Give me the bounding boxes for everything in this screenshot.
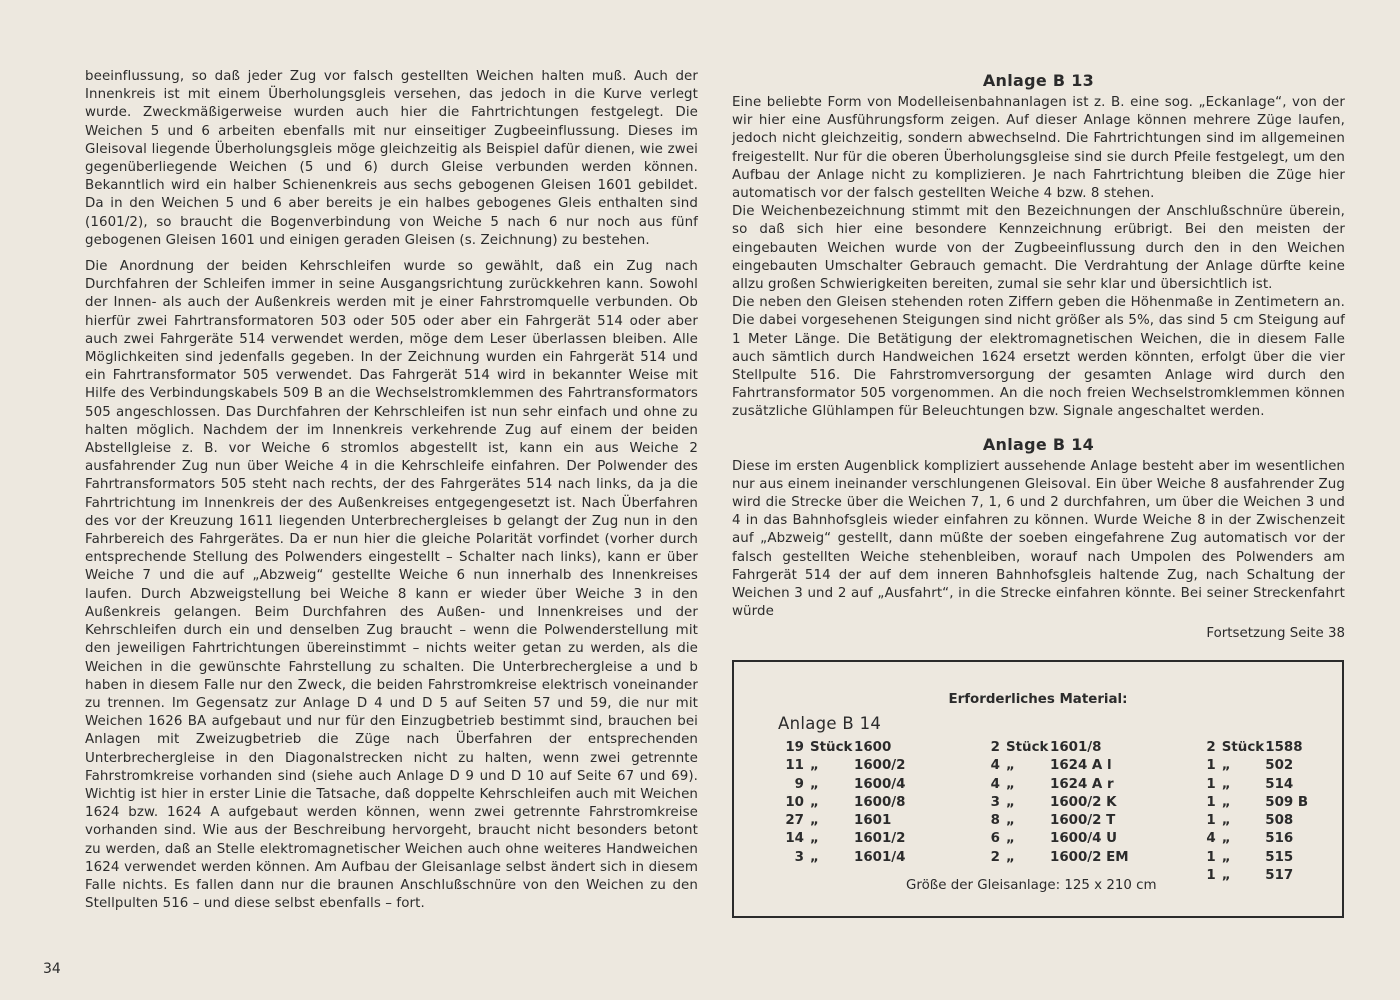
material-count: 3 [794,849,804,865]
material-unit: „ [810,831,819,847]
right-column [732,68,1345,643]
material-unit: Stück [1006,740,1049,755]
material-part: 517 [1265,868,1294,884]
material-unit: „ [1221,849,1231,865]
material-part: 1600/4 [854,776,906,792]
material-count: 4 [990,776,1000,792]
material-row [1193,830,1342,848]
material-row [1193,757,1342,775]
material-part: 1600/2 T [1050,813,1116,829]
body-paragraph: Diese im ersten Augenblick kompliziert aussehende Anlage besteht aber im wesentlichen nur aus einem ineinander verschlungenen Gleisoval. Ein über Weiche 8 ausfahrender Zug wird die Strecke über die Weichen 7, 1, 6 und 2 durchfahren, um über die Weichen 3 und 4 in das Bahnhofsgleis wieder einfahren zu können. Wurde Weiche 8 in der Zwischenzeit auf „Abzweig“ gestellt, dann müßte der soeben eingefahrene Zug automatisch vor der falsch gestellten Weiche stehenbleiben, worauf nach Umpolen des Polwenders am Fahrgerät 514 der auf dem inneren Bahnhofsgleis haltende Zug, nach Schaltung der Weichen 3 und 2 auf „Ausfahrt“, in die Strecke einfahren könnte. Bei seiner Streckenfahrt würde [732,458,1345,620]
material-row [1193,867,1342,885]
material-part: 1600/2 [854,758,906,774]
material-part: 1600/2 EM [1050,849,1129,865]
section-heading-b14: Anlage B 14 [982,434,1095,454]
material-unit: „ [1221,758,1231,774]
material-table-3 [1193,739,1342,885]
material-unit: „ [1006,849,1015,865]
material-part: 1624 A l [1050,758,1112,774]
material-row [972,830,1140,848]
material-unit: „ [1006,813,1015,829]
material-row [776,830,944,848]
material-table-2 [972,739,1140,867]
material-row [972,812,1140,830]
material-unit: „ [810,794,819,810]
material-row [776,849,944,867]
material-part: 1588 [1265,740,1303,755]
material-subtitle: Anlage B 14 [778,714,882,733]
material-part: 1600 [854,740,892,755]
material-part: 1601/8 [1050,740,1102,755]
material-row [776,757,944,775]
layout-size: Größe der Gleisanlage: 125 x 210 cm [906,878,1157,893]
material-count: 8 [990,813,1000,829]
material-unit: „ [1221,813,1231,829]
material-unit: „ [1221,831,1231,847]
material-part: 509 B [1265,794,1309,810]
material-unit: „ [1006,776,1015,792]
material-box [732,660,1344,918]
material-row [1193,849,1342,867]
material-row [1193,776,1342,794]
body-paragraph: Eine beliebte Form von Modelleisenbahnanlagen ist z. B. eine sog. „Eckanlage“, von der wir hier eine Ausführungsform zeigen. Auf dieser Anlage können mehrere Züge laufen, jedoch nicht gleichzeitig, sondern abwechselnd. Die Fahrtrichtungen sind im allgemeinen freigestellt. Nur für die oberen Überholungsgleise sind sie durch Pfeile festgelegt, um den Aufbau der Anlage nicht zu komplizieren. Je nach Fahrtrichtung bleiben die Züge hier automatisch vor der falsch gestellten Weiche 4 bzw. 8 stehen. [732,95,1345,202]
continuation-note: Fortsetzung Seite 38 [1206,626,1345,642]
material-part: 508 [1265,813,1294,829]
material-count: 1 [1206,849,1216,865]
material-part: 1624 A r [1050,776,1114,792]
material-count: 1 [1206,813,1216,829]
material-row [972,849,1140,867]
material-unit: „ [810,776,819,792]
material-table-1 [776,739,944,867]
material-row [1193,812,1342,830]
left-column [85,68,698,913]
material-count: 1 [1206,868,1216,884]
material-row [972,739,1140,757]
material-count: 1 [1206,758,1216,774]
material-part: 1601/2 [854,831,906,847]
material-unit: „ [1006,831,1015,847]
material-unit: „ [810,849,819,865]
material-count: 2 [990,849,1000,865]
material-part: 516 [1265,831,1294,847]
section-heading-b13: Anlage B 13 [982,71,1095,90]
body-paragraph: Die Anordnung der beiden Kehrschleifen wurde so gewählt, daß ein Zug nach Durchfahren der Schleifen immer in seine Ausgangsrichtung zurückkehren kann. Sowohl der Innen- als auch der Außenkreis werden mit je einer Fahrstromquelle verbunden. Ob hierfür zwei Fahrtransformatoren 503 oder 505 oder aber ein Fahrgerät 514 oder aber auch zwei Fahrgeräte 514 verwendet werden, möge dem Leser überlassen bleiben. Alle Möglichkeiten sind jedenfalls gegeben. In der Zeichnung wurden ein Fahrgerät 514 und ein Fahrtransformator 505 verwendet. Das Fahrgerät 514 wird in bekannter Weise mit Hilfe des Verbindungskabels 509 B an die Wechselstromklemmen des Fahrtransformators 505 angeschlossen. Das Durchfahren der Kehrschleifen ist nun sehr einfach und ohne zu halten möglich. Nachdem der im Innenkreis verkehrende Zug auf einem der beiden Abstellgleise z. B. vor Weiche 6 stromlos abgestellt ist, kann ein aus Weiche 2 ausfahrender Zug nun über Weiche 4 in die Kehrschleife einfahren. Der Polwender des Fahrtransformators 505 steht nach rechts, der des Fahrgerätes 514 nach links, da ja die Fahrtrichtung im Innenkreis der des Außenkreises entgegengesetzt ist. Nach Überfahren des vor der Kreuzung 1611 liegenden Unterbrechergleises b gelangt der Zug nun in den Fahrbereich des Fahrgerätes. Da er nun hier die gleiche Polarität vorfindet (vorher durch entsprechende Stellung des Polwenders eingestellt – Schalter nach links), kann er über Weiche 7 und die auf „Abzweig“ gestellte Weiche 6 nun innerhalb des Innenkreises laufen. Durch Abzweigstellung bei Weiche 8 kann er wieder über Weiche 3 in den Außenkreis gelangen. Beim Durchfahren des Außen- und Innenkreises und der Kehrschleifen durch ein und denselben Zug braucht – wenn die Polwenderstellung mit den jeweiligen Fahrtrichtungen übereinstimmt – nichts weiter getan zu werden, als die Weichen in die gewünschte Fahrstellung zu schalten. Die Unterbrechergleise a und b haben in diesem Falle nur den Zweck, die beiden Fahrstromkreise elektrisch voneinander zu trennen. Im Gegensatz zur Anlage D 4 und D 5 auf Seiten 57 und 59, die nur mit Weichen 1626 BA aufgebaut und nur für den Einzugbetrieb bestimmt sind, brauchen bei Anlagen mit Zweizugbetrieb die Züge nach Überfahren der entsprechenden Unterbrechergleise in den Diagonalstrecken nicht zu halten, wenn zwei getrennte Fahrstromkreise vorhanden sind (siehe auch Anlage D 9 und D 10 auf Seite 67 und 69). Wichtig ist hier in erster Linie die Tatsache, daß doppelte Kehrschleifen auch mit Weichen 1624 bzw. 1624 A aufgebaut werden können, wenn zwei getrennte Fahrstromkreise vorhanden sind. Wie aus der Beschreibung hervorgeht, braucht nicht besonders betont zu werden, daß an Stelle elektromagnetischer Weichen auch ohne weiteres Handweichen 1624 verwendet werden können. Am Aufbau der Gleisanlage selbst ändert sich in diesem Falle nichts. Es fallen dann nur die braunen Anschlußschnüre von den Weichen zu den Stellpulten 516 – und diese selbst ebenfalls – fort. [85,259,698,912]
body-paragraph: Die Weichenbezeichnung stimmt mit den Bezeichnungen der Anschlußschnüre überein, so daß sich hier eine besondere Kennzeichnung erübrigt. Bei den meisten der eingebauten Weichen wurde von der Zugbeeinflussung durch den in den Weichen eingebauten Umschalter Gebrauch gemacht. Die Verdrahtung der Anlage dürfte keine allzu großen Schwierigkeiten bereiten, zumal sie sehr klar und übersichtlich ist. [732,204,1345,293]
material-count: 9 [794,776,804,792]
material-count: 10 [785,794,804,810]
material-count: 11 [785,758,804,774]
material-count: 19 [785,740,804,755]
material-row [1193,739,1342,757]
material-part: 1601 [854,813,892,829]
material-count: 2 [1206,740,1216,755]
material-count: 1 [1206,776,1216,792]
material-unit: „ [810,813,819,829]
material-unit: „ [810,758,819,774]
material-count: 1 [1206,794,1216,810]
material-row [776,776,944,794]
material-row [1193,794,1342,812]
material-unit: „ [1221,868,1231,884]
material-row [776,739,944,757]
material-unit: „ [1221,776,1231,792]
material-part: 514 [1265,776,1294,792]
body-paragraph: Die neben den Gleisen stehenden roten Ziffern geben die Höhenmaße in Zentimetern an. Die dabei vorgesehenen Steigungen sind nicht größer als 5%, das sind 5 cm Steigung auf 1 Meter Länge. Die Betätigung der elektromagnetischen Weichen, die in diesem Falle auch sämtlich durch Handweichen 1624 ersetzt werden könnten, erfolgt über die vier Stellpulte 516. Die Fahrstromversorgung der gesamten Anlage wird durch den Fahrtransformator 505 vorgenommen. An die noch freien Wechselstromklemmen können zusätzliche Glühlampen für Beleuchtungen bzw. Signale angeschaltet werden. [732,295,1345,420]
material-unit: „ [1006,794,1015,810]
material-row [776,794,944,812]
material-part: 1600/2 K [1050,794,1117,810]
material-count: 3 [990,794,1000,810]
material-count: 6 [990,831,1000,847]
material-count: 14 [785,831,804,847]
material-count: 4 [1206,831,1216,847]
material-count: 4 [990,758,1000,774]
material-unit: Stück [1221,740,1265,755]
material-unit: Stück [810,740,853,755]
material-row [972,776,1140,794]
material-part: 502 [1265,758,1294,774]
material-count: 2 [990,740,1000,755]
material-part: 1601/4 [854,849,906,865]
material-unit: „ [1221,794,1231,810]
material-part: 515 [1265,849,1294,865]
material-row [972,794,1140,812]
page-number: 34 [43,961,61,977]
material-count: 27 [785,813,804,829]
material-row [776,812,944,830]
material-title: Erforderliches Material: [948,692,1128,707]
body-paragraph: beeinflussung, so daß jeder Zug vor falsch gestellten Weichen halten muß. Auch der Innenkreis ist mit einem Überholungsgleis versehen, das jedoch in die Kurve verlegt wurde. Zweckmäßigerweise wurden auch hier die Fahrtrichtungen festgelegt. Die Weichen 5 und 6 arbeiten ebenfalls mit nur einseitiger Zugbeeinflussung. Dieses im Gleisoval liegende Überholungsgleis möge gleichzeitig als Beispiel dafür dienen, wie zwei gegenüberliegende Weichen (5 und 6) durch Gleise verbunden werden können. Bekanntlich wird ein halber Schienenkreis aus sechs gebogenen Gleisen 1601 gebildet. Da in den Weichen 5 und 6 aber bereits je ein halbes gebogenes Gleis enthalten sind (1601/2), so braucht die Bogenverbindung von Weiche 5 nach 6 nur noch aus fünf gebogenen Gleisen 1601 und einigen geraden Gleisen (s. Zeichnung) zu bestehen. [85,69,698,248]
material-part: 1600/4 U [1050,831,1118,847]
material-unit: „ [1006,758,1015,774]
material-part: 1600/8 [854,794,906,810]
material-row [972,757,1140,775]
